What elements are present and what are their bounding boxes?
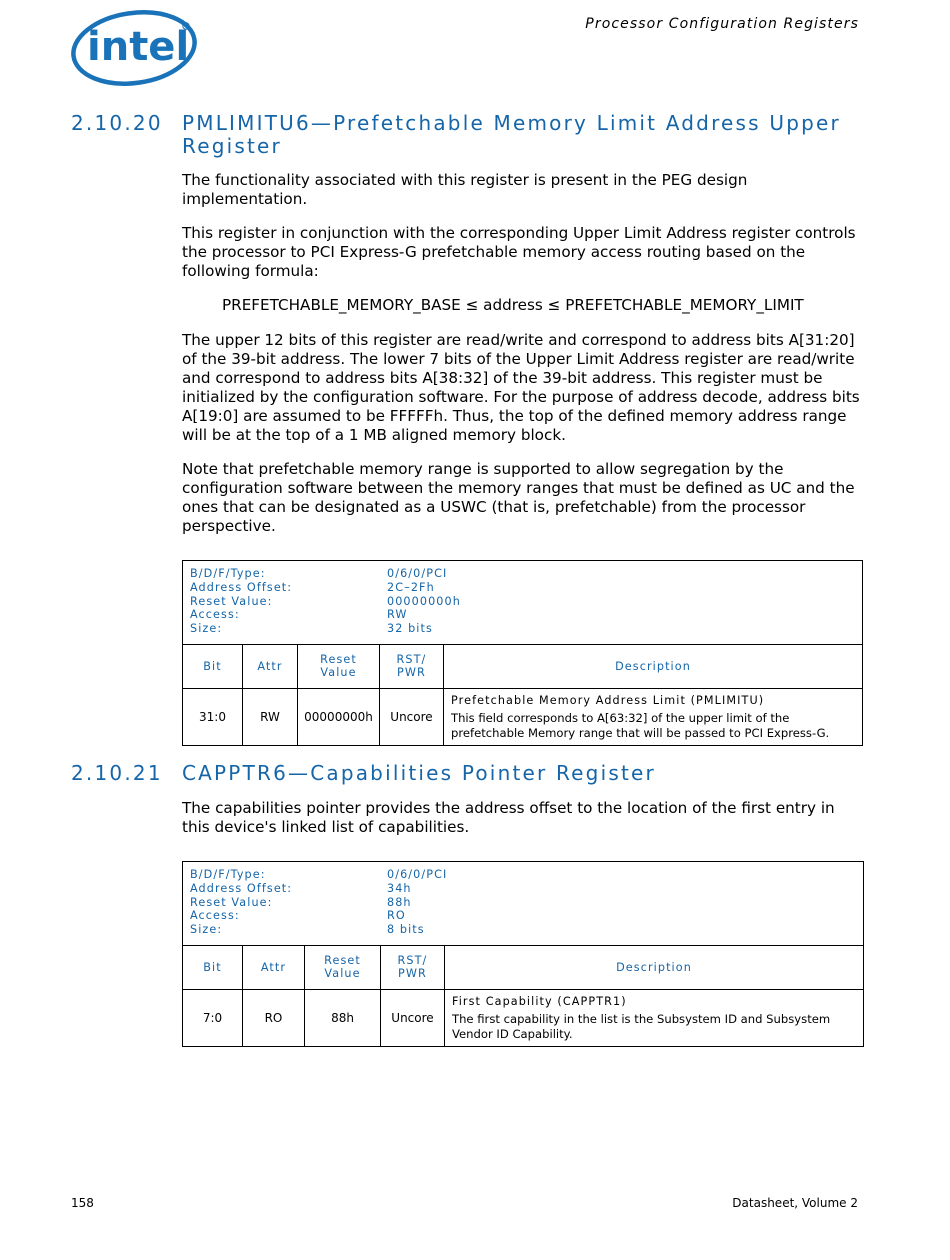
intel-logo <box>70 4 198 88</box>
col-header-rst-pwr: RST/ PWR <box>381 945 445 989</box>
info-row: Size: 8 bits <box>190 923 425 937</box>
col-header-description: Description <box>445 945 864 989</box>
cell-bit: 7:0 <box>183 989 243 1046</box>
info-row: B/D/F/Type: 0/6/0/PCI <box>190 868 448 881</box>
paragraph: This register in conjunction with the corresponding Upper Limit Address register controls the processor to PCI Express-G prefetchable memory access routing based on the following formula: <box>182 224 856 280</box>
register-table-capptr6 <box>182 861 864 1047</box>
section-heading-pmlimitu6 <box>71 112 881 160</box>
register-info <box>183 561 863 645</box>
cell-description <box>445 989 864 1046</box>
cell-rst-pwr: Uncore <box>380 688 444 745</box>
info-row: B/D/F/Type: 0/6/0/PCI <box>190 567 448 580</box>
cell-rst-pwr: Uncore <box>381 989 445 1046</box>
col-header-description: Description <box>444 644 863 688</box>
paragraph: Note that prefetchable memory range is supported to allow segregation by the configuration software between the memory ranges that must be defined as UC and the ones that can be designated as a USWC (that is, prefetchable) from the processor perspective. <box>182 460 855 535</box>
col-header-rst-pwr: RST/ PWR <box>380 644 444 688</box>
document-name: Datasheet, Volume 2 <box>732 1196 858 1210</box>
paragraph: The functionality associated with this register is present in the PEG design implementation. <box>182 171 748 208</box>
info-row: Size: 32 bits <box>190 622 433 636</box>
info-row: Reset Value: 00000000h <box>190 594 461 608</box>
paragraph: The upper 12 bits of this register are read/write and correspond to address bits A[31:20] of the 39-bit address. The lower 7 bits of the Upper Limit Address register are read/write and correspond to address bits A[38:32] of the 39-bit address. This register must be initialized by the configuration software. For the purpose of address decode, address bits A[19:0] are assumed to be FFFFFh. Thus, the top of the defined memory address range will be at the top of a 1 MB aligned memory block. <box>182 331 860 444</box>
cell-description <box>444 688 863 745</box>
section-heading-capptr6 <box>71 762 881 786</box>
col-header-attr: Attr <box>243 644 298 688</box>
cell-reset-value: 00000000h <box>298 688 380 745</box>
col-header-reset-value: Reset Value <box>305 945 381 989</box>
table-row <box>183 688 863 745</box>
table-row <box>183 989 864 1046</box>
page-number: 158 <box>71 1196 94 1210</box>
section-title: PMLIMITU6—Prefetchable Memory Limit Address Upper Register <box>182 111 841 158</box>
field-description: The first capability in the list is the Subsystem ID and Subsystem Vendor ID Capability. <box>452 1011 831 1041</box>
running-header: Processor Configuration Registers <box>585 16 859 32</box>
field-description: This field corresponds to A[63:32] of the upper limit of the prefetchable Memory range that will be passed to PCI Express-G. <box>451 710 830 740</box>
paragraph: The capabilities pointer provides the address offset to the location of the first entry in this device's linked list of capabilities. <box>182 799 835 836</box>
cell-bit: 31:0 <box>183 688 243 745</box>
info-row: Reset Value: 88h <box>190 895 412 909</box>
col-header-reset-value: Reset Value <box>298 644 380 688</box>
cell-attr: RO <box>243 989 305 1046</box>
section-number: 2.10.20 <box>71 111 163 135</box>
register-table-pmlimitu6 <box>182 560 863 746</box>
section-title: CAPPTR6—Capabilities Pointer Register <box>182 761 656 785</box>
col-header-bit: Bit <box>183 945 243 989</box>
info-row: Address Offset: 2C–2Fh <box>190 580 435 594</box>
col-header-attr: Attr <box>243 945 305 989</box>
col-header-bit: Bit <box>183 644 243 688</box>
field-name: Prefetchable Memory Address Limit (PMLIMITU) <box>451 693 765 707</box>
register-info <box>183 862 864 946</box>
formula: PREFETCHABLE_MEMORY_BASE ≤ address ≤ PREFETCHABLE_MEMORY_LIMIT <box>222 296 804 314</box>
svg-text:intel: intel <box>87 24 190 70</box>
field-name: First Capability (CAPPTR1) <box>452 994 627 1008</box>
cell-reset-value: 88h <box>305 989 381 1046</box>
section-number: 2.10.21 <box>71 761 163 785</box>
cell-attr: RW <box>243 688 298 745</box>
info-row: Access: RO <box>190 909 406 923</box>
info-row: Address Offset: 34h <box>190 881 412 895</box>
info-row: Access: RW <box>190 608 408 622</box>
